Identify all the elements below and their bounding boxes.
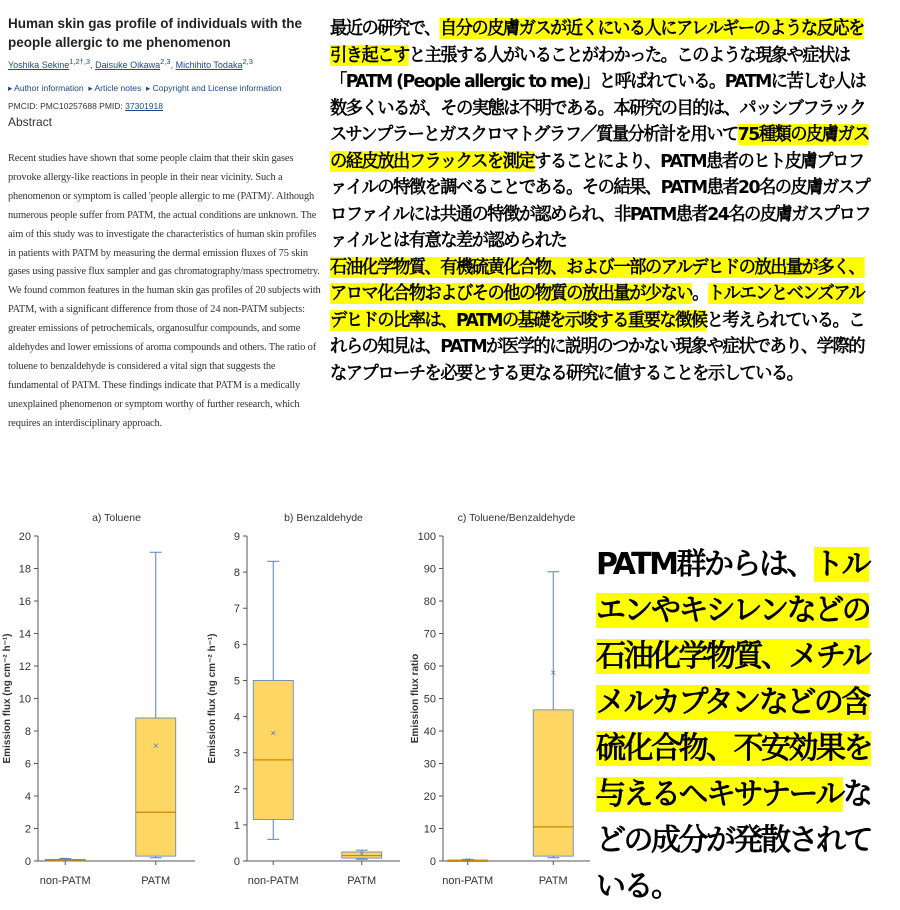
box — [253, 680, 293, 819]
highlighted-text: 自分の皮膚ガスが近くにいる人にアレルギーのような反応を引き起こす — [330, 18, 864, 66]
summary-text: 最近の研究で、 — [330, 18, 440, 39]
chart-title: c) Toluene/Benzaldehyde — [457, 512, 576, 524]
y-axis-label: Emission flux (ng cm⁻² h⁻¹) — [207, 633, 218, 764]
y-tick-label: 0 — [429, 856, 436, 868]
y-axis-label: Emission flux ratio — [410, 653, 421, 744]
y-tick-label: 4 — [24, 791, 31, 803]
mean-marker: × — [152, 741, 159, 753]
y-tick-label: 14 — [18, 628, 31, 641]
pmid-link[interactable]: 37301918 — [125, 101, 163, 111]
author-affiliation: 1,2†,3 — [69, 57, 91, 66]
y-tick-label: 8 — [24, 726, 31, 738]
author-affiliation: 2,3 — [242, 57, 253, 66]
y-tick-label: 90 — [423, 563, 436, 576]
mean-marker: × — [550, 668, 557, 679]
y-tick-label: 30 — [423, 758, 436, 771]
note-text: PATM群からは、 — [596, 547, 814, 582]
y-tick-label: 0 — [24, 856, 31, 868]
chart-title: b) Benzaldehyde — [284, 512, 363, 524]
highlighted-text: トルエンとベンズアルデヒドの比率は、PATMの基礎を示唆する重要な徴候 — [330, 283, 865, 331]
article-title: Human skin gas profile of individuals with the people allergic to me phenomenon — [8, 16, 303, 50]
y-tick-label: 10 — [423, 823, 436, 836]
ratio-chart-svg — [410, 500, 595, 900]
y-axis-label: Emission flux (ng cm⁻² h⁻¹) — [2, 633, 13, 764]
y-tick-label: 9 — [233, 531, 240, 543]
benzaldehyde-boxplot — [205, 500, 410, 904]
y-tick-label: 60 — [423, 661, 436, 673]
y-tick-label: 3 — [233, 747, 240, 760]
y-tick-label: 80 — [423, 596, 436, 608]
patm-emission-note — [596, 542, 896, 910]
highlighted-text: 75種類の皮膚ガスの経皮放出フラックスを測定 — [330, 124, 869, 172]
y-tick-label: 20 — [423, 791, 436, 803]
summary-text: 。 — [692, 283, 708, 304]
abstract-body: Recent studies have shown that some people claim that their skin gases provoke allergy-like reactions in people in their near vicinity. Such a phenomenon or symptom is called 'people allergic to me (PATM)'. Although numerous people suffer from PATM, the actual conditions are unknown. The aim of this study was to investigate the characteristics of human skin profiles in patients with PATM by measuring the dermal emission fluxes of 75 skin gases using passive flux sampler and gas chromatography/mass spectrometry. We found common features in the human skin gas profiles of 20 subjects with PATM, with a significant difference from those of 24 non-PATM subjects: greater emissions of petrochemicals, organosulfur compounds, and some aldehydes and lower emissions of aroma compounds and others. The ratio of toluene to benzaldehyde is considered a vital sign that suggests the fundamental of PATM. These findings indicate that PATM is a medically unexplained phenomenon or symptom worthy of further research, which requires an interdisciplinary approach. — [8, 153, 321, 429]
box — [533, 710, 573, 856]
mean-marker: × — [358, 849, 365, 861]
article-notes-link[interactable]: Article notes — [94, 83, 142, 93]
summary-text: と考えられている。これらの知見は、PATMが医学的に説明のつかない現象や症状であり、学際的なアプローチを必要とする更なる研究に値することを示している。 — [330, 309, 865, 384]
toluene-boxplot — [0, 500, 205, 904]
y-tick-label: 2 — [233, 783, 240, 796]
x-tick-label: non-PATM — [442, 875, 494, 887]
abstract-panel — [8, 14, 326, 434]
abstract-heading: Abstract — [8, 115, 53, 129]
highlighted-text: 石油化学物質、有機硫黄化合物、および一部のアルデヒドの放出量が多く、アロマ化合物およびその他の物質の放出量が少ない — [330, 256, 865, 304]
y-tick-label: 12 — [18, 661, 31, 673]
summary-text: することにより、PATM患者のヒト皮膚プロファイルの特徴を調べることである。その結果、PATM患者20名の皮膚ガスプロファイルには共通の特徴が認められ、非PATM患者24名の皮膚ガスプロファイルとは有意な差が認められた — [330, 150, 870, 251]
mean-marker: × — [464, 855, 471, 867]
article-ids — [8, 101, 326, 111]
y-tick-label: 16 — [18, 596, 31, 608]
x-tick-label: PATM — [538, 875, 568, 887]
y-tick-label: 8 — [233, 567, 240, 580]
author-list: Yoshika Sekine$^{1,2\dagger,3}$, Daisuke Oikawa$^{2,3}$, Michihito Todaka$^{2,3}$ — [8, 57, 253, 70]
y-tick-label: 5 — [233, 675, 240, 688]
mean-marker: × — [62, 854, 69, 866]
y-tick-label: 0 — [233, 856, 240, 868]
highlighted-text: トルエンやキシレンなどの石油化学物質、メチルメルカプタンなどの含硫化合物、不安効果を与えるヘキサナール — [596, 547, 871, 812]
benzaldehyde-chart-svg — [205, 500, 410, 900]
box — [136, 718, 176, 856]
note-text: などの成分が発散されている。 — [596, 777, 871, 904]
x-tick-label: PATM — [141, 875, 171, 887]
y-tick-label: 7 — [233, 603, 240, 616]
y-tick-label: 20 — [18, 531, 31, 543]
y-tick-label: 6 — [24, 758, 31, 771]
y-tick-label: 50 — [423, 693, 436, 706]
copyright-link[interactable]: Copyright and License information — [152, 83, 282, 93]
y-tick-label: 4 — [233, 711, 240, 724]
y-tick-label: 6 — [233, 639, 240, 652]
y-tick-label: 40 — [423, 726, 436, 738]
y-tick-label: 100 — [417, 531, 436, 543]
mean-marker: × — [270, 728, 277, 740]
ratio-boxplot — [410, 500, 595, 904]
y-tick-label: 2 — [24, 823, 31, 836]
author-affiliation: 2,3 — [160, 57, 171, 66]
japanese-summary — [330, 16, 872, 387]
x-tick-label: PATM — [347, 875, 377, 887]
x-tick-label: non-PATM — [247, 875, 299, 887]
author-info-link[interactable]: Author information — [14, 83, 84, 93]
chart-title: a) Toluene — [92, 512, 141, 524]
article-info-links: ▸ Author information ▸ Article notes ▸ Copyright and License information — [8, 83, 282, 93]
author-link[interactable]: Daisuke Oikawa — [95, 60, 161, 70]
x-tick-label: non-PATM — [39, 875, 91, 887]
y-tick-label: 18 — [18, 563, 31, 576]
author-link[interactable]: Michihito Todaka — [175, 60, 243, 70]
summary-text: と主張する人がいることがわかった。このような現象や症状は「PATM (People allergic to me)」と呼ばれている。PATMに苦しむ人は数多くいるが、その実態は不明である。本研究の目的は、パッシブフラックスサンプラーとガスクロマトグラフ／質量分析計を用いて — [330, 44, 866, 145]
toluene-chart-svg — [0, 500, 205, 900]
y-tick-label: 70 — [423, 628, 436, 641]
pmcid-text: PMCID: PMC10257688 PMID: — [8, 101, 126, 111]
y-tick-label: 10 — [18, 693, 31, 706]
y-tick-label: 1 — [233, 819, 240, 832]
author-link[interactable]: Yoshika Sekine — [8, 60, 70, 70]
